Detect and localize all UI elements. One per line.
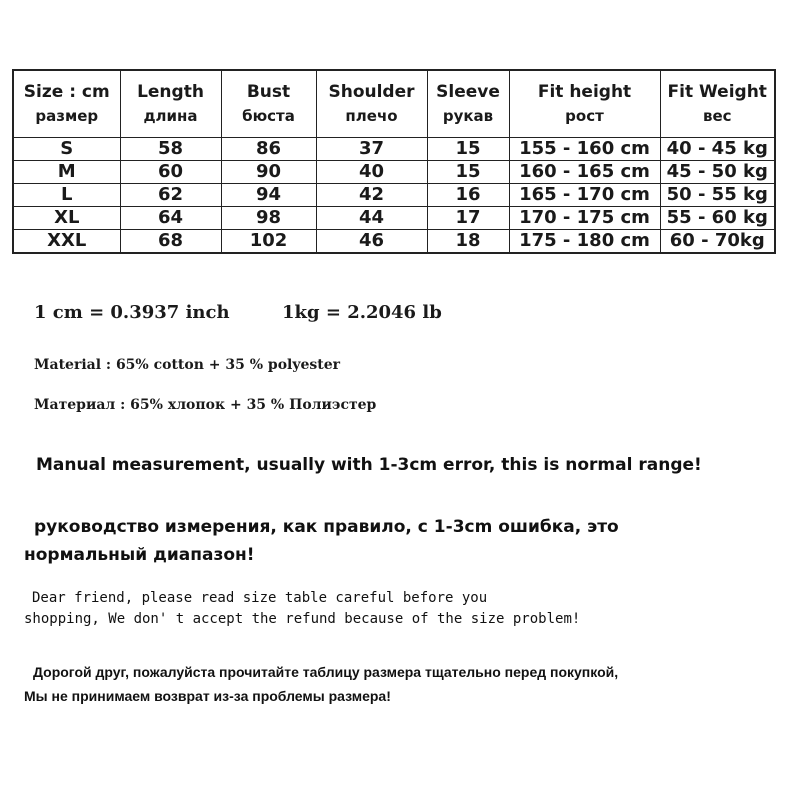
header-length: Length длина xyxy=(120,70,221,138)
table-row xyxy=(13,161,775,184)
friend-note-ru-line-1: Дорогой друг, пожалуйста прочитайте таблицу размера тщательно перед покупкой, xyxy=(33,664,619,680)
friend-note-en-line-2: shopping, We don' t accept the refund because of the size problem! xyxy=(24,611,581,627)
table-cell: 98 xyxy=(221,207,316,230)
header-shoulder: Shoulder плечо xyxy=(316,70,427,138)
manual-measurement-note-en: Manual measurement, usually with 1-3cm error, this is normal range! xyxy=(36,455,702,475)
table-cell: L xyxy=(13,184,120,207)
table-cell: 155 - 160 cm xyxy=(509,138,660,161)
size-table xyxy=(12,69,776,254)
table-cell: 165 - 170 cm xyxy=(509,184,660,207)
material-ru: Материал : 65% хлопок + 35 % Полиэстер xyxy=(34,397,377,413)
table-cell: 175 - 180 cm xyxy=(509,230,660,254)
table-cell: 16 xyxy=(427,184,509,207)
material-en: Material : 65% cotton + 35 % polyester xyxy=(34,357,341,373)
friend-note-ru-line-2: Мы не принимаем возврат из-за проблемы размера! xyxy=(24,688,391,704)
table-row xyxy=(13,207,775,230)
table-cell: M xyxy=(13,161,120,184)
table-row xyxy=(13,184,775,207)
friend-note-en-line-1: Dear friend, please read size table careful before you xyxy=(32,590,488,606)
table-row xyxy=(13,138,775,161)
table-cell: 40 - 45 kg xyxy=(660,138,775,161)
header-size: Size : cm размер xyxy=(13,70,120,138)
table-cell: 58 xyxy=(120,138,221,161)
table-header-row xyxy=(13,70,775,138)
table-cell: 45 - 50 kg xyxy=(660,161,775,184)
manual-note-ru-line-2: нормальный диапазон! xyxy=(24,545,255,565)
table-cell: 94 xyxy=(221,184,316,207)
cm-conversion: 1 cm = 0.3937 inch xyxy=(34,302,230,323)
table-cell: 15 xyxy=(427,161,509,184)
table-cell: 68 xyxy=(120,230,221,254)
table-cell: 60 xyxy=(120,161,221,184)
table-cell: 37 xyxy=(316,138,427,161)
table-cell: XXL xyxy=(13,230,120,254)
table-cell: 170 - 175 cm xyxy=(509,207,660,230)
header-fit-height: Fit height рост xyxy=(509,70,660,138)
table-cell: S xyxy=(13,138,120,161)
table-cell: 40 xyxy=(316,161,427,184)
table-cell: 46 xyxy=(316,230,427,254)
table-cell: 86 xyxy=(221,138,316,161)
table-cell: 42 xyxy=(316,184,427,207)
manual-measurement-note-ru xyxy=(24,513,724,569)
table-cell: 44 xyxy=(316,207,427,230)
table-cell: 55 - 60 kg xyxy=(660,207,775,230)
table-cell: XL xyxy=(13,207,120,230)
unit-conversions xyxy=(34,302,442,323)
table-cell: 64 xyxy=(120,207,221,230)
header-sleeve: Sleeve рукав xyxy=(427,70,509,138)
table-cell: 160 - 165 cm xyxy=(509,161,660,184)
manual-note-ru-line-1: руководство измерения, как правило, с 1-3cm ошибка, это xyxy=(34,517,619,537)
kg-conversion: 1kg = 2.2046 lb xyxy=(282,302,442,323)
friend-note-ru xyxy=(24,660,618,708)
table-cell: 62 xyxy=(120,184,221,207)
table-cell: 17 xyxy=(427,207,509,230)
table-cell: 60 - 70kg xyxy=(660,230,775,254)
table-cell: 18 xyxy=(427,230,509,254)
table-cell: 90 xyxy=(221,161,316,184)
friend-note-en xyxy=(24,588,580,630)
header-fit-weight: Fit Weight вес xyxy=(660,70,775,138)
table-row xyxy=(13,230,775,254)
header-bust: Bust бюста xyxy=(221,70,316,138)
table-cell: 50 - 55 kg xyxy=(660,184,775,207)
table-cell: 102 xyxy=(221,230,316,254)
table-cell: 15 xyxy=(427,138,509,161)
